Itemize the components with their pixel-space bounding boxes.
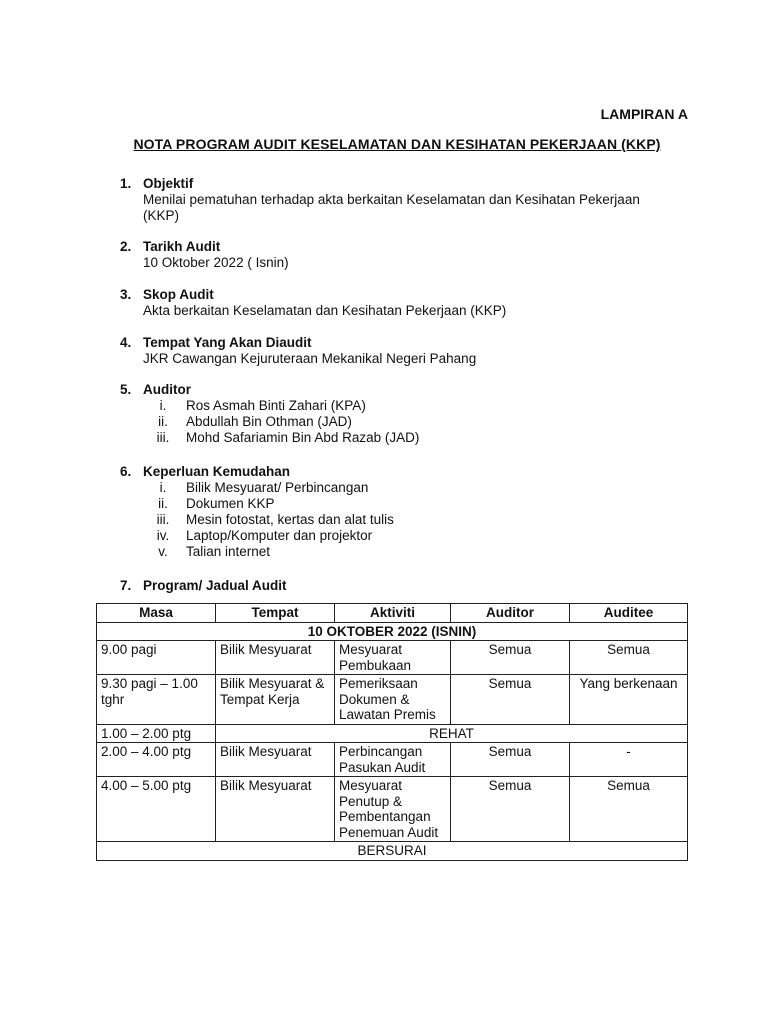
section-objektif xyxy=(120,176,700,224)
masa-cell: 9.00 pagi xyxy=(97,641,216,675)
list-item: iii. Mohd Safariamin Bin Abd Razab (JAD) xyxy=(156,430,420,445)
body-line: JKR Cawangan Kejuruteraan Mekanikal Negeri Pahang xyxy=(143,351,477,366)
list-item: v. Talian internet xyxy=(158,544,271,559)
body-line: 10 Oktober 2022 ( Isnin) xyxy=(143,255,289,270)
section-number: 4. xyxy=(120,335,132,350)
section-number: 1. xyxy=(120,176,132,191)
section-heading: Keperluan Kemudahan xyxy=(143,464,291,479)
lampiran-label: LAMPIRAN A xyxy=(600,106,688,122)
column-header: Masa xyxy=(97,604,216,623)
section-auditor xyxy=(120,382,700,446)
auditee-cell: Semua xyxy=(570,777,688,842)
section-number: 3. xyxy=(120,287,132,302)
section-number: 2. xyxy=(120,239,132,254)
kemudahan-list xyxy=(120,480,700,560)
schedule-table xyxy=(96,603,688,861)
section-heading: Tarikh Audit xyxy=(143,239,221,254)
tempat-cell: Bilik Mesyuarat xyxy=(216,641,335,675)
masa-cell: 9.30 pagi – 1.00 tghr xyxy=(97,675,216,725)
column-header: Auditee xyxy=(570,604,688,623)
list-item: i. Ros Asmah Binti Zahari (KPA) xyxy=(159,398,366,413)
section-body xyxy=(120,192,700,224)
masa-cell: 1.00 – 2.00 ptg xyxy=(97,724,216,743)
list-item: ii. Dokumen KKP xyxy=(158,496,275,511)
table-row xyxy=(97,641,688,675)
column-header: Tempat xyxy=(216,604,335,623)
auditor-list xyxy=(120,398,700,446)
closing-row xyxy=(97,842,688,861)
masa-cell: 2.00 – 4.00 ptg xyxy=(97,743,216,777)
document-title: NOTA PROGRAM AUDIT KESELAMATAN DAN KESIHATAN PEKERJAAN (KKP) xyxy=(133,136,661,152)
body-line: Akta berkaitan Keselamatan dan Kesihatan Pekerjaan (KKP) xyxy=(143,303,507,318)
date-row xyxy=(97,622,688,641)
aktiviti-cell: Mesyuarat Pembukaan xyxy=(335,641,451,675)
section-heading: Program/ Jadual Audit xyxy=(143,578,287,593)
list-item: iv. Laptop/Komputer dan projektor xyxy=(156,528,373,543)
rehat-cell: REHAT xyxy=(216,724,688,743)
list-item: iii. Mesin fotostat, kertas dan alat tulis xyxy=(156,512,394,527)
table-row xyxy=(97,777,688,842)
tempat-cell: Bilik Mesyuarat xyxy=(216,777,335,842)
table-row xyxy=(97,675,688,725)
masa-cell: 4.00 – 5.00 ptg xyxy=(97,777,216,842)
section-heading: Objektif xyxy=(143,176,194,191)
section-heading: Skop Audit xyxy=(143,287,214,302)
aktiviti-cell: Perbincangan Pasukan Audit xyxy=(335,743,451,777)
table-row xyxy=(97,743,688,777)
auditee-cell: - xyxy=(570,743,688,777)
column-header: Auditor xyxy=(451,604,570,623)
closing-cell: BERSURAI xyxy=(97,842,688,861)
list-item: ii. Abdullah Bin Othman (JAD) xyxy=(158,414,352,429)
body-line: (KKP) xyxy=(143,208,180,223)
section-heading: Tempat Yang Akan Diaudit xyxy=(143,335,312,350)
aktiviti-cell: Mesyuarat Penutup & Pembentangan Penemuan Audit xyxy=(335,777,451,842)
column-header: Aktiviti xyxy=(335,604,451,623)
date-cell: 10 OKTOBER 2022 (ISNIN) xyxy=(97,622,688,641)
auditee-cell: Semua xyxy=(570,641,688,675)
section-skop-audit xyxy=(120,287,700,319)
auditor-cell: Semua xyxy=(451,777,570,842)
auditor-cell: Semua xyxy=(451,743,570,777)
auditee-cell: Yang berkenaan xyxy=(570,675,688,725)
section-number: 5. xyxy=(120,382,132,397)
tempat-cell: Bilik Mesyuarat & Tempat Kerja xyxy=(216,675,335,725)
section-keperluan-kemudahan xyxy=(120,464,700,560)
aktiviti-cell: Pemeriksaan Dokumen & Lawatan Premis xyxy=(335,675,451,725)
section-tempat-diaudit xyxy=(120,335,700,367)
auditor-cell: Semua xyxy=(451,641,570,675)
section-number: 6. xyxy=(120,464,132,479)
section-jadual-audit xyxy=(120,578,700,594)
section-heading: Auditor xyxy=(143,382,191,397)
body-line: Menilai pematuhan terhadap akta berkaitan Keselamatan dan Kesihatan Pekerjaan xyxy=(143,192,640,207)
table-header-row xyxy=(97,604,688,623)
section-tarikh-audit xyxy=(120,239,700,271)
auditor-cell: Semua xyxy=(451,675,570,725)
section-number: 7. xyxy=(120,578,132,593)
rehat-row xyxy=(97,724,688,743)
list-item: i. Bilik Mesyuarat/ Perbincangan xyxy=(159,480,369,495)
tempat-cell: Bilik Mesyuarat xyxy=(216,743,335,777)
